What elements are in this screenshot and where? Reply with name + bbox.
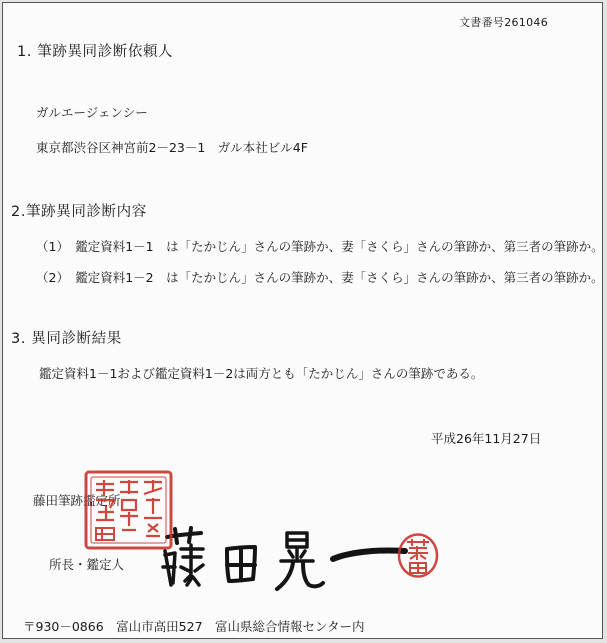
handwritten-signature: [155, 523, 413, 597]
doc-number: 文書番号261046: [459, 16, 548, 29]
square-seal-stamp: [84, 470, 173, 550]
client-address: 東京都渋谷区神宮前2－23－1 ガル本社ビル4F: [36, 140, 308, 155]
section3-heading: 3. 異同診断結果: [11, 331, 122, 347]
round-seal-stamp: [397, 533, 439, 578]
result-text: 鑑定資料1－1および鑑定資料1－2は両方とも「たかじん」さんの筆跡である。: [39, 366, 484, 381]
issue-date: 平成26年11月27日: [431, 431, 542, 446]
issuer-org: 藤田筆跡鑑定所: [33, 493, 121, 508]
appraisal-item-1: （1） 鑑定資料1－1 は「たかじん」さんの筆跡か、妻「さくら」さんの筆跡か、第三者の筆跡か。: [36, 239, 604, 254]
footer-address: 〒930－0866 富山市高田527 富山県総合情報センター内: [23, 619, 365, 634]
appraisal-item-2: （2） 鑑定資料1－2 は「たかじん」さんの筆跡か、妻「さくら」さんの筆跡か、第三者の筆跡か。: [36, 270, 604, 285]
section2-heading: 2.筆跡異同診断内容: [11, 204, 147, 220]
issuer-role: 所長・鑑定人: [49, 557, 125, 572]
client-name: ガルエージェンシー: [36, 105, 148, 120]
document-page: [2, 2, 603, 639]
section1-heading: 1. 筆跡異同診断依頼人: [17, 44, 174, 60]
